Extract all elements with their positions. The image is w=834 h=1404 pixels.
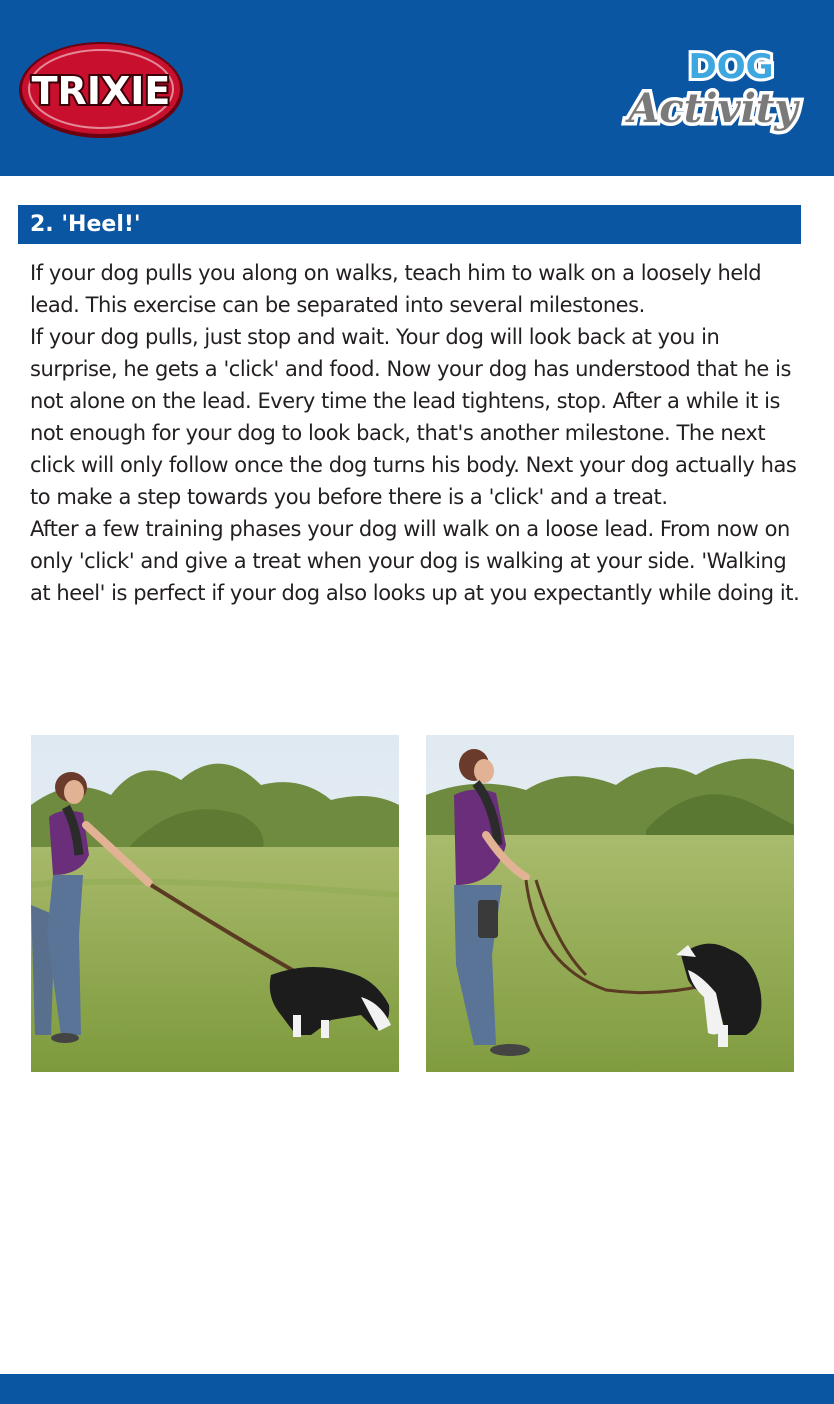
dog-activity-logo	[618, 38, 808, 138]
section-header	[18, 205, 801, 244]
paragraph: After a few training phases your dog will walk on a loose lead. From now on only 'click' and give a treat when your dog is walking at your side. 'Walking at heel' is perfect if your dog also looks up at you expectantly while doing it.	[30, 517, 800, 605]
photo-dog-loose-lead	[426, 735, 794, 1072]
header-bar	[0, 0, 834, 176]
dog-activity-logo-line2: Activity	[628, 85, 798, 132]
instructions-text	[30, 257, 802, 609]
trixie-logo	[18, 40, 184, 140]
footer-bar	[0, 1374, 834, 1404]
trixie-logo-text: TRIXIE	[31, 69, 171, 113]
photo-dog-pulling-lead	[31, 735, 399, 1072]
dog-activity-logo-line1: DOG	[688, 47, 774, 87]
paragraph: If your dog pulls you along on walks, teach him to walk on a loosely held lead. This exercise can be separated into several milestones.	[30, 261, 762, 317]
paragraph: If your dog pulls, just stop and wait. Your dog will look back at you in surprise, he gets a 'click' and food. Now your dog has understood that he is not alone on the lead. Every time the lead tightens, stop. After a while it is not enough for your dog to look back, that's another milestone. The next click will only follow once the dog turns his body. Next your dog actually has to make a step towards you before there is a 'click' and a treat.	[30, 325, 797, 509]
section-title: 2. 'Heel!'	[30, 212, 141, 237]
